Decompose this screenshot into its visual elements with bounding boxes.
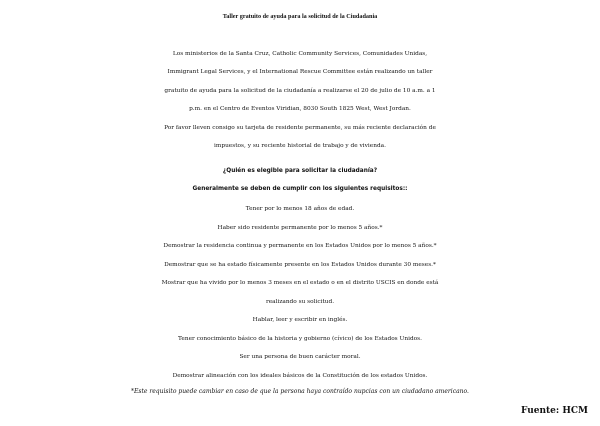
requirement-text: Hablar, leer y escribir en inglés. <box>252 317 348 323</box>
requirement-item <box>0 219 600 238</box>
requirement-text: Demostrar la residencia continua y permanente en los Estados Unidos por lo menos 5 años.* <box>163 243 437 249</box>
requirements-list <box>0 200 600 385</box>
intro-line: Por favor lleven consigo su tarjeta de residente permanente, su más reciente declaración de <box>164 124 436 131</box>
eligibility-question: ¿Quién es elegible para solicitar la ciudadanía? <box>222 168 378 174</box>
requirement-item <box>0 330 600 349</box>
requirement-item <box>0 311 600 330</box>
requirements-heading: Generalmente se deben de cumplir con los siguientes requisitos:: <box>192 186 408 192</box>
intro-line: p.m. en el Centro de Eventos Viridian, 8030 South 1825 West, West Jordan. <box>189 106 411 113</box>
requirement-item <box>0 274 600 311</box>
intro-line: Immigrant Legal Services, y el International Rescue Committee están realizando un taller <box>167 69 433 76</box>
flyer-title: Taller gratuito de ayuda para la solicitud de la Ciudadania <box>222 13 378 20</box>
requirement-item <box>0 237 600 256</box>
requirement-text: Mostrar que ha vivido por lo menos 3 meses en el estado o en el distrito USCIS en donde está <box>161 280 439 286</box>
requirement-item <box>0 256 600 275</box>
requirement-item <box>0 348 600 367</box>
intro-line: gratuito de ayuda para la solicitud de la ciudadanía a realizarse el 20 de julio de 10 a.m. a 1 <box>164 87 436 94</box>
requirement-text: Tener por lo menos 18 años de edad. <box>245 206 355 212</box>
requirement-text: Demostrar que se ha estado físicamente presente en los Estados Unidos durante 30 meses.* <box>164 261 436 268</box>
intro-line: Los ministerios de la Santa Cruz, Catholic Community Services, Comunidades Unidas, <box>172 51 428 57</box>
requirement-text: Tener conocimiento básico de la historia y gobierno (cívico) de los Estados Unidos. <box>177 335 422 342</box>
requirement-item <box>0 367 600 386</box>
requirement-text: Demostrar alineación con los ideales básicos de la Constitución de los estados Unidos. <box>172 372 428 379</box>
requirement-text: Haber sido residente permanente por lo menos 5 años.* <box>217 224 383 231</box>
intro-paragraph <box>0 45 600 155</box>
requirement-text: realizando su solicitud. <box>265 298 335 305</box>
footnote: *Este requisito puede cambiar en caso de que la persona haya contraído nupcias con un ciudadano americano. <box>131 388 469 395</box>
source-credit: Fuente: HCM <box>520 406 588 416</box>
intro-line: impuestos, y su reciente historial de trabajo y de vivienda. <box>214 143 386 150</box>
requirement-text: Ser una persona de buen carácter moral. <box>239 354 361 360</box>
requirement-item <box>0 200 600 219</box>
